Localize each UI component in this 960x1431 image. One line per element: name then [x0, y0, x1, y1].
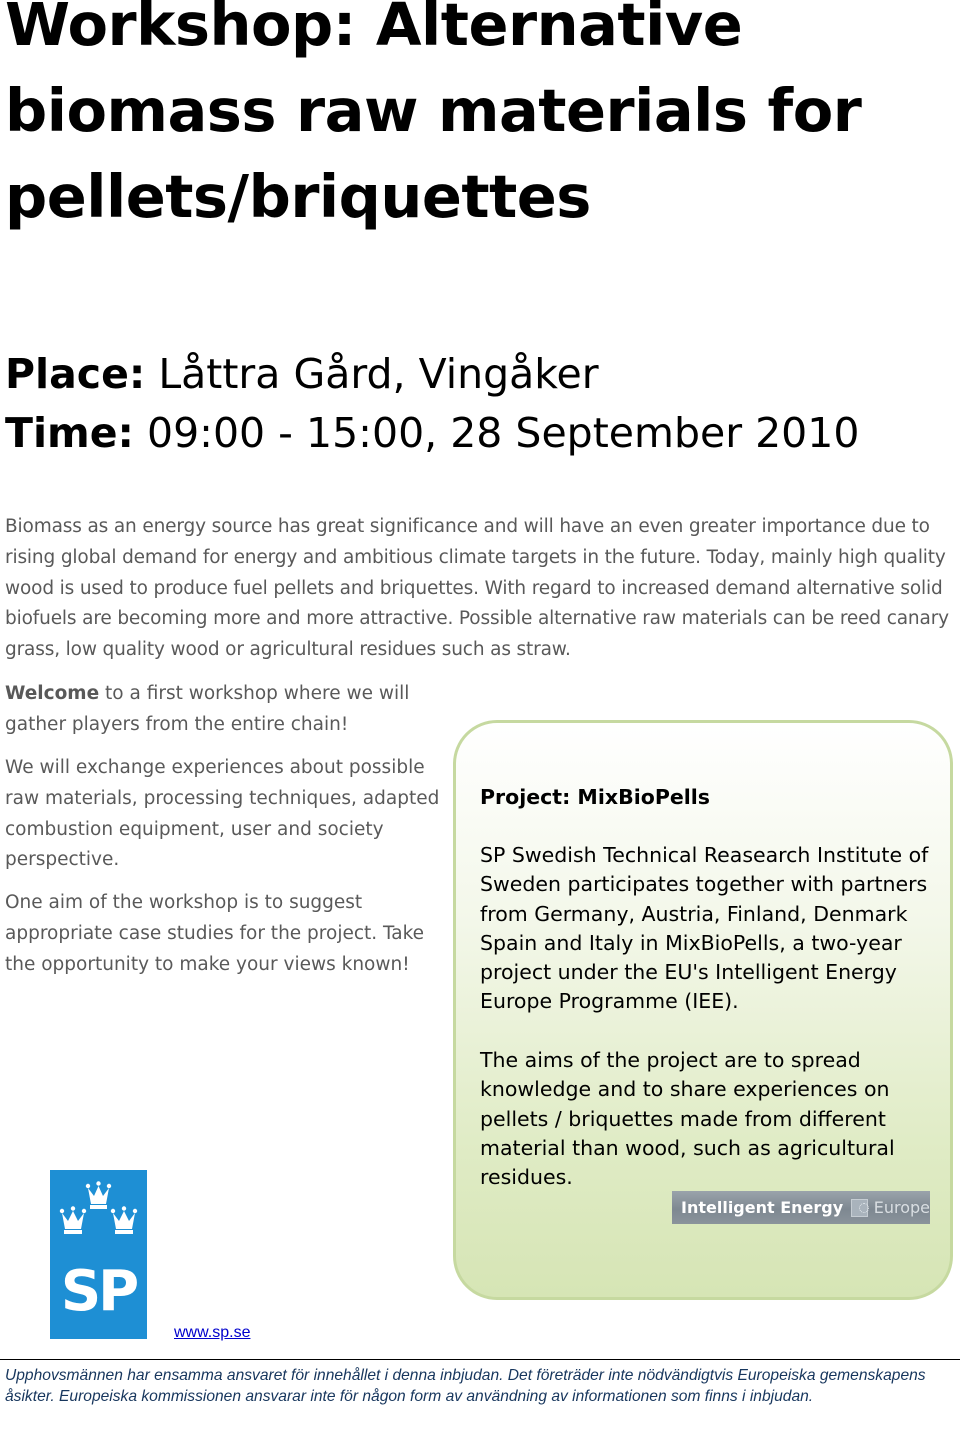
time-label: Time:: [5, 409, 134, 457]
exchange-paragraph: We will exchange experiences about possible raw materials, processing techniques, adapted combustion equipment, user and society perspective.: [5, 757, 440, 871]
welcome-rest-text: to a first workshop where we will gather players from the entire chain!: [5, 683, 410, 735]
project-paragraph-partners: SP Swedish Technical Reasearch Institute of Sweden participates together with partners from Germany, Austria, Finland, Denmark Spain and Italy in MixBioPells, a two-year project under the EU's Intelligent Energy Europe Programme (IEE).: [480, 843, 929, 1014]
aim-paragraph: One aim of the workshop is to suggest appropriate case studies for the project. Take the opportunity to make your views known!: [5, 892, 425, 975]
sp-crowns-icon: [50, 1170, 147, 1339]
welcome-bold-text: Welcome: [5, 683, 100, 704]
ie-logo-subtext: Europe: [873, 1198, 930, 1217]
page-title: Workshop: Alternative biomass raw materials for pellets/briquettes: [5, 0, 862, 231]
place-line: [5, 345, 599, 403]
project-heading: Project: MixBioPells: [480, 785, 711, 809]
place-label: Place:: [5, 350, 146, 398]
intro-paragraph: Biomass as an energy source has great significance and will have an even greater importance due to rising global demand for energy and ambitious climate targets in the future. Today, mainly high quality wood is used to produce fuel pellets and briquettes. With regard to increased demand alternative solid biofuels are becoming more and more attractive. Possible alternative raw materials can be reed canary grass, low quality wood or agricultural residues such as straw.: [5, 516, 949, 661]
time-value: 09:00 - 15:00, 28 September 2010: [133, 409, 860, 457]
ie-logo-text: Intelligent Energy: [681, 1198, 844, 1217]
disclaimer-text: Upphovsmännen har ensamma ansvaret för innehållet i denna inbjudan. Det företräder inte nödvändigtvis Europeiska gemenskapens åsikter. Europeiska kommissionen ansvarar inte för någon form av användning av informationen som finns i inbjudan.: [5, 1367, 926, 1405]
time-line: [5, 404, 859, 462]
eu-flag-icon: [851, 1199, 868, 1217]
place-value: Låttra Gård, Vingåker: [145, 350, 599, 398]
website-link[interactable]: www.sp.se: [174, 1324, 251, 1341]
intelligent-energy-europe-logo: [672, 1191, 930, 1224]
sp-logo: [50, 1170, 147, 1339]
welcome-paragraph: [5, 679, 425, 741]
sp-logo-text: SP: [60, 1259, 137, 1324]
footer-divider: [0, 1359, 960, 1360]
project-paragraph-aims: The aims of the project are to spread knowledge and to share experiences on pellets / briquettes made from different material than wood, such as agricultural residues.: [480, 1048, 895, 1190]
